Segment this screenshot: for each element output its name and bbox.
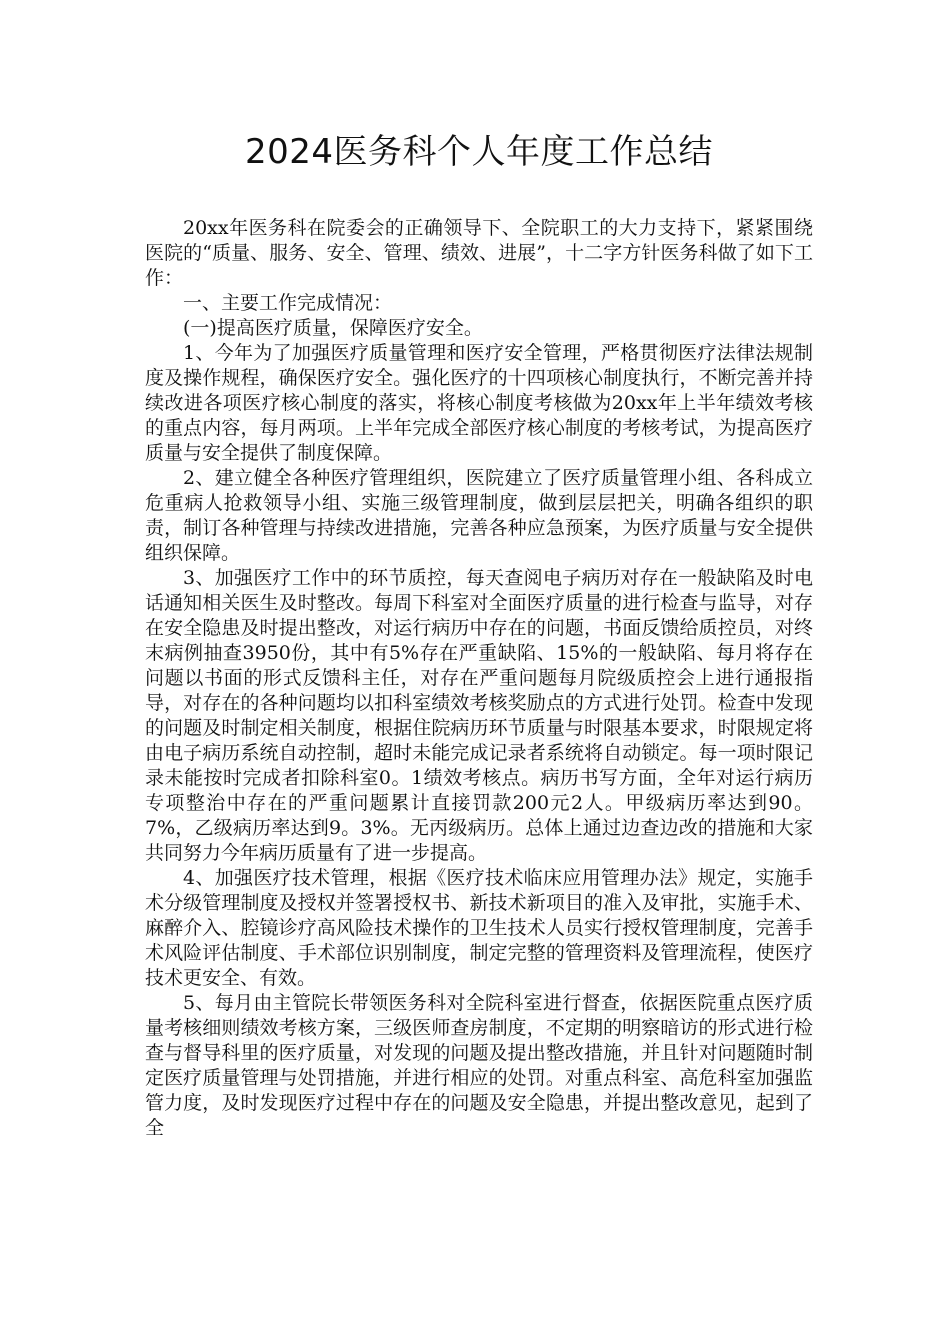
subsection-heading: (一)提高医疗质量，保障医疗安全。 <box>183 317 483 339</box>
document-page <box>145 128 813 1141</box>
paragraph-item-5: 5、每月由主管院长带领医务科对全院科室进行督查，依据医院重点医疗质量考核细则绩效考核方案，三级医师查房制度，不定期的明察暗访的形式进行检查与督导科里的医疗质量，对发现的问题及提出整改措施，并且针对问题随时制定医疗质量管理与处罚措施，并进行相应的处罚。对重点科室、高危科室加强监管力度，及时发现医疗过程中存在的问题及安全隐患，并提出整改意见，起到了全 <box>145 992 813 1139</box>
section-heading: 一、主要工作完成情况： <box>183 292 393 314</box>
intro-paragraph: 20xx年医务科在院委会的正确领导下、全院职工的大力支持下，紧紧围绕医院的“质量、服务、安全、管理、绩效、进展”，十二字方针医务科做了如下工作： <box>145 217 813 289</box>
paragraph-item-1: 1、今年为了加强医疗质量管理和医疗安全管理，严格贯彻医疗法律法规制度及操作规程，确保医疗安全。强化医疗的十四项核心制度执行，不断完善并持续改进各项医疗核心制度的落实，将核心制度考核做为20xx年上半年绩效考核的重点内容，每月两项。上半年完成全部医疗核心制度的考核考试，为提高医疗质量与安全提供了制度保障。 <box>145 342 813 464</box>
paragraph-item-3: 3、加强医疗工作中的环节质控，每天查阅电子病历对存在一般缺陷及时电话通知相关医生及时整改。每周下科室对全面医疗质量的进行检查与监导，对存在安全隐患及时提出整改，对运行病历中存在的问题，书面反馈给质控员，对终末病例抽查3950份，其中有5%存在严重缺陷、15%的一般缺陷、每月将存在问题以书面的形式反馈科主任，对存在严重问题每月院级质控会上进行通报指导，对存在的各种问题均以扣科室绩效考核奖励点的方式进行处罚。检查中发现的问题及时制定相关制度，根据住院病历环节质量与时限基本要求，时限规定将由电子病历系统自动控制，超时未能完成记录者系统将自动锁定。每一项时限记录未能按时完成者扣除科室0。1绩效考核点。病历书写方面，全年对运行病历专项整治中存在的严重问题累计直接罚款200元2人。甲级病历率达到90。7%，乙级病历率达到9。3%。无丙级病历。总体上通过边查边改的措施和大家共同努力今年病历质量有了进一步提高。 <box>145 567 813 864</box>
document-body <box>145 216 813 1141</box>
paragraph-item-2: 2、建立健全各种医疗管理组织，医院建立了医疗质量管理小组、各科成立危重病人抢救领导小组、实施三级管理制度，做到层层把关，明确各组织的职责，制订各种管理与持续改进措施，完善各种应急预案，为医疗质量与安全提供组织保障。 <box>145 467 813 564</box>
paragraph-item-4: 4、加强医疗技术管理，根据《医疗技术临床应用管理办法》规定，实施手术分级管理制度及授权并签署授权书、新技术新项目的准入及审批，实施手术、麻醉介入、腔镜诊疗高风险技术操作的卫生技术人员实行授权管理制度，完善手术风险评估制度、手术部位识别制度，制定完整的管理资料及管理流程，使医疗技术更安全、有效。 <box>145 867 813 989</box>
document-title: 2024医务科个人年度工作总结 <box>244 132 714 172</box>
